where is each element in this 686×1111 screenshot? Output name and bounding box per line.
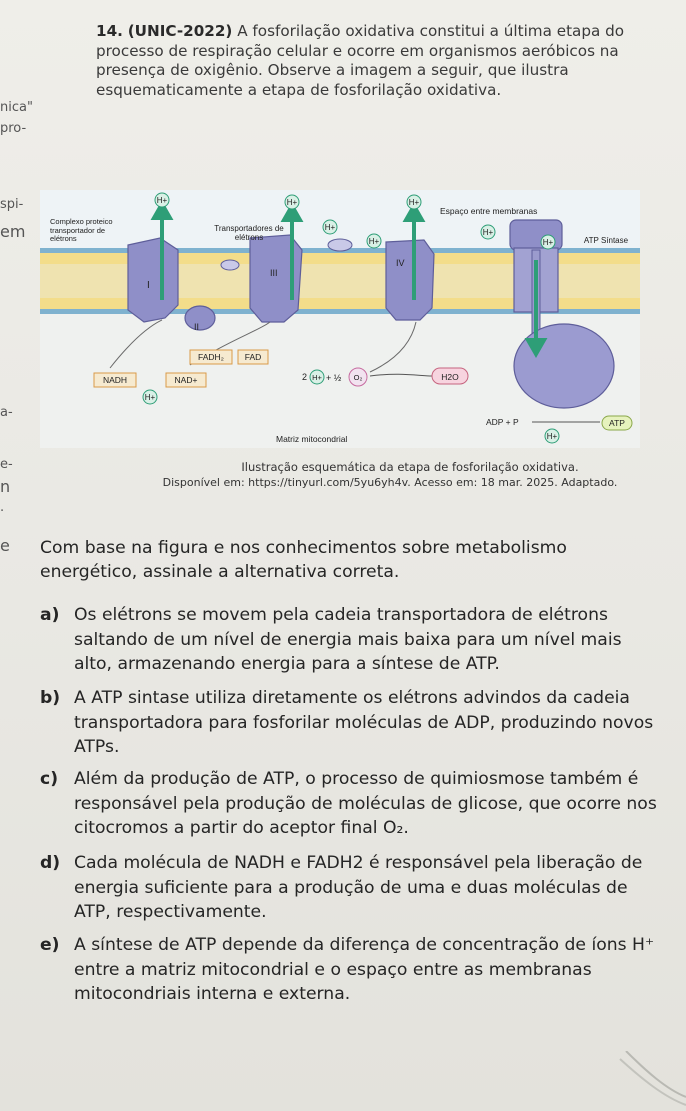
complex-ii bbox=[185, 306, 215, 330]
complex-iv bbox=[386, 240, 434, 320]
decorative-lines bbox=[606, 1051, 686, 1111]
complex-iii-label: III bbox=[270, 268, 278, 278]
option-d[interactable] bbox=[40, 851, 665, 925]
oxidative-phosphorylation-figure bbox=[40, 190, 640, 448]
h-plus-label: H+ bbox=[324, 223, 336, 232]
option-b[interactable] bbox=[40, 686, 665, 760]
margin-fragment: a- bbox=[0, 405, 13, 420]
option-e[interactable] bbox=[40, 933, 665, 1007]
margin-fragment: e bbox=[0, 536, 10, 555]
carrier bbox=[328, 239, 352, 251]
option-letter: b) bbox=[40, 688, 61, 708]
atp-synthase-head bbox=[514, 324, 614, 408]
h-plus-label: H+ bbox=[542, 238, 554, 247]
figure-caption: Ilustração esquemática da etapa de fosforilação oxidativa. bbox=[241, 460, 579, 474]
oxygen-coefficient: 2 bbox=[302, 372, 308, 382]
adp-p-label: ADP + P bbox=[486, 417, 519, 427]
option-text: A ATP sintase utiliza diretamente os elétrons advindos da cadeia transportadora para fosforilar moléculas de ADP, produzindo novos ATPs. bbox=[74, 688, 654, 757]
atp-label: ATP bbox=[609, 418, 625, 428]
carrier bbox=[221, 260, 239, 270]
option-a[interactable] bbox=[40, 603, 665, 677]
margin-fragment: em bbox=[0, 222, 26, 241]
figure-source: Disponível em: https://tinyurl.com/5yu6yh4v. Acesso em: 18 mar. 2025. Adaptado. bbox=[162, 476, 618, 489]
question-prompt: Com base na figura e nos conhecimentos sobre metabolismo energético, assinale a alternativa correta. bbox=[40, 538, 567, 582]
complex-iv-label: IV bbox=[396, 258, 405, 268]
option-text: Os elétrons se movem pela cadeia transportadora de elétrons saltando de um nível de energia mais baixa para um nível mais alto, armazenando energia para a síntese de ATP. bbox=[74, 605, 622, 674]
complex-ii-label: II bbox=[194, 322, 200, 332]
option-text: Cada molécula de NADH e FADH2 é responsável pela liberação de energia suficiente para a produção de uma e duas moléculas de ATP, respectivamente. bbox=[74, 853, 643, 922]
h-plus-label: H+ bbox=[156, 196, 168, 205]
nadh-label: NADH bbox=[102, 375, 128, 385]
transporters-label: Transportadores de elétrons bbox=[214, 224, 284, 242]
matrix-label: Matriz mitocondrial bbox=[276, 434, 348, 444]
o2-label: O₂ bbox=[353, 373, 363, 382]
margin-fragment: . bbox=[0, 500, 5, 515]
atp-synthase-label: ATP Síntase bbox=[583, 236, 629, 245]
question-source: (UNIC-2022) bbox=[127, 22, 233, 40]
option-text: Além da produção de ATP, o processo de quimiosmose também é responsável pela produção de moléculas de glicose, que ocorre nos citocromos a partir do aceptor final O₂. bbox=[74, 769, 657, 838]
complex-i bbox=[128, 238, 178, 322]
option-letter: c) bbox=[40, 769, 59, 789]
question-number: 14. bbox=[96, 22, 123, 40]
nad-label: NAD+ bbox=[174, 375, 198, 385]
h2o-label: H2O bbox=[441, 372, 459, 382]
intermembrane-space-label: Espaço entre membranas bbox=[440, 206, 538, 216]
h-plus-label: H+ bbox=[312, 373, 322, 382]
option-letter: a) bbox=[40, 605, 60, 625]
margin-fragment: spi- bbox=[0, 197, 24, 212]
margin-fragment: e- bbox=[0, 457, 13, 472]
complex-i-label: I bbox=[147, 280, 150, 291]
h-plus-label: H+ bbox=[368, 237, 380, 246]
question-intro bbox=[96, 22, 666, 100]
h-plus-label: H+ bbox=[144, 393, 156, 402]
fad-label: FAD bbox=[244, 352, 262, 362]
option-text: A síntese de ATP depende da diferença de concentração de íons H⁺ entre a matriz mitocondrial e o espaço entre as membranas mitocondriais interna e externa. bbox=[74, 935, 655, 1004]
fadh2-label: FADH₂ bbox=[198, 352, 224, 362]
margin-fragment: pro- bbox=[0, 121, 27, 136]
h-plus-label: H+ bbox=[408, 198, 420, 207]
h-plus-label: H+ bbox=[286, 198, 298, 207]
margin-fragment: nica" bbox=[0, 100, 33, 115]
margin-fragment: n bbox=[0, 477, 11, 496]
option-letter: e) bbox=[40, 935, 60, 955]
option-letter: d) bbox=[40, 853, 61, 873]
option-c[interactable] bbox=[40, 767, 665, 841]
complex-label: Complexo proteico transportador de elétrons bbox=[50, 218, 113, 243]
h-plus-label: H+ bbox=[546, 432, 558, 441]
h-plus-label: H+ bbox=[482, 228, 494, 237]
question-intro-text: A fosforilação oxidativa constitui a última etapa do processo de respiração celular e ocorre em organismos aeróbicos na presença de oxigênio. Observe a imagem a seguir, que ilustra esquematicamente a etapa de fosforilação oxidativa. bbox=[96, 22, 625, 99]
oxygen-half: + ½ bbox=[326, 373, 342, 383]
